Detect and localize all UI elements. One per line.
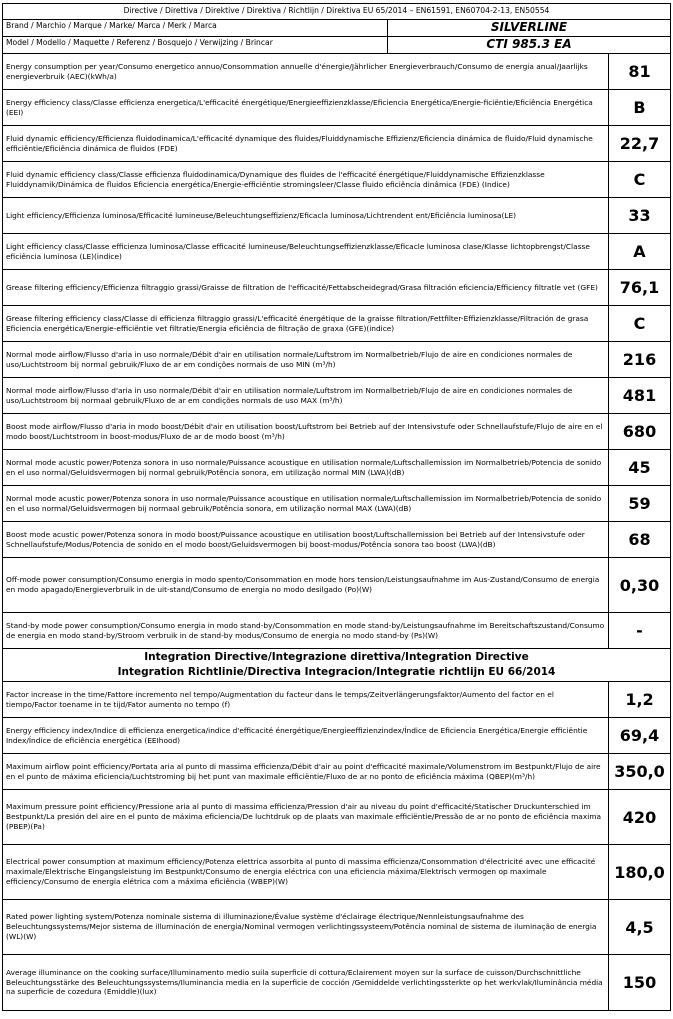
- row-label: Boost mode acustic power/Potenza sonora in modo boost/Puissance acoustique en utilisation boost/Luftschallemission bei Betrieb auf der Intensivstufe oder Schnellaufstufe/Modus/Potencia de sonido en el modo boost/Geluidsvermogen bij boost-modus/Potência sonora tao boost (LWA)(dB): [3, 522, 609, 557]
- row-value: 76,1: [619, 278, 660, 297]
- row-label: Energy consumption per year/Consumo energetico annuo/Consommation annuelle d'énergie/Jährlicher Energieverbrauch/Consumo de energia anual/Jaarlijks energieverbruik (AEC)(kWh/a): [3, 54, 609, 89]
- row-value: 150: [622, 973, 657, 992]
- model-row: [3, 37, 670, 54]
- table-row: [3, 162, 670, 198]
- table-row: [3, 486, 670, 522]
- row-label: Maximum pressure point efficiency/Pressione aria al punto di massima efficienza/Pression d'air au niveau du point d'efficacité/Statischer Druckunterschied im Bestpunkt/La presión del aire en el punto de máxima eficiencia/De luchtdruk op de plaats van maximale efficiëntie/Pressão de ar no ponto de eficiência maxima (PBEP)(Pa): [3, 790, 609, 844]
- row-value: 81: [628, 62, 651, 81]
- row-label: Energy efficiency index/Indice di efficienza energetica/indice d'efficacité énergétique/Energieeffizienzindex/Índice de Eficiencia Energética/Energie efficiëntie Index/Índice de eficiência energética (EEIhood): [3, 718, 609, 753]
- table-row: [3, 450, 670, 486]
- row-value: B: [633, 98, 646, 117]
- integration-directive-heading: [3, 649, 670, 682]
- table-row: [3, 126, 670, 162]
- row-value: 481: [622, 386, 657, 405]
- table-row: [3, 790, 670, 845]
- model-label: Model / Modello / Maquette / Referenz / Bosquejo / Verwijzing / Brincar: [3, 37, 388, 53]
- row-value: 420: [622, 807, 657, 827]
- row-label: Rated power lighting system/Potenza nominale sistema di illuminazione/Évalue système d'éclairage électrique/Nennleistungsaufnahme des Beleuchtungssystems/Mejor sistema de illuminación de energia/Nominal vermogen verlichtingssysteem/Potência nominal de sistema de iluminação de energia (WL)(W): [3, 900, 609, 954]
- model-value: CTI 985.3 EA: [486, 37, 572, 51]
- row-label: Electrical power consumption at maximum efficiency/Potenza elettrica assorbita al punto di massima efficienza/Consommation d'électricité avec une efficacité maximale/Elektrische Eingangsleistung im Bestpunkt/Consumo de energia eléctrica con una eficiencia máxima/Elektrisch vermogen op maximale efficiency/Consumo de energia elétrica com a máxima eficiência (WBEP)(W): [3, 845, 609, 899]
- row-value: 1,2: [625, 690, 654, 709]
- table-row: [3, 414, 670, 450]
- table-row: [3, 900, 670, 955]
- row-value: 59: [628, 494, 651, 513]
- table-row: [3, 682, 670, 718]
- row-label: Light efficiency class/Classe efficienza luminosa/Classe efficacité lumineuse/Beleuchtungseffizienzklasse/Eficacle luminosa clase/Klasse lichtopbrengst/Classe eficiência luminosa (LE)(indice): [3, 234, 609, 269]
- row-value: A: [633, 242, 646, 261]
- row-value: 33: [628, 206, 651, 225]
- table-row: [3, 845, 670, 900]
- table-row: [3, 613, 670, 649]
- row-label: Normal mode acustic power/Potenza sonora in uso normale/Puissance acoustique en utilisation normale/Luftschallemission im Normalbetrieb/Potencia de sonido en el uso normal/Geluidsvermogen bij normal gebruik/Potência sonora, em utilização normal MIN (LWA)(dB): [3, 450, 609, 485]
- row-value: 350,0: [614, 762, 665, 781]
- integration-rows: [3, 682, 670, 1010]
- brand-row: [3, 20, 670, 37]
- row-label: Fluid dynamic efficiency class/Classe efficienza fluidodinamica/Dynamique des fluides de l'efficacité énergétique/Fluiddynamische Effizienzklasse Fluiddynamik/Dinámica de fluidos Eficiencia energética/Energie-efficiëntie stromingsleer/Classe fluido eficiência dinâmica (FDE) (Indice): [3, 162, 609, 197]
- row-label: Normal mode airflow/Flusso d'aria in uso normale/Débit d'air en utilisation normale/Luftstrom im Normalbetrieb/Flujo de aire en condiciones normales de uso/Luchtstroom bij normaal gebruik/Fluxo de ar em condições normals de uso MAX (m³/h): [3, 378, 609, 413]
- table-row: [3, 306, 670, 342]
- row-value: 680: [622, 422, 657, 441]
- row-label: Stand-by mode power consumption/Consumo energia in modo stand-by/Consommation en mode stand-by/Leistungsaufnahme im Bereitschaftszustand/Consumo de energia en modo stand-by/Stroom verbruik in de stand-by modus/Consumo de energia no modo stand-by (Ps)(W): [3, 613, 609, 648]
- table-row: [3, 198, 670, 234]
- row-label: Normal mode acustic power/Potenza sonora in uso normale/Puissance acoustique en utilisation normale/Luftschallemission im Normalbetrieb/Potencia de sonido en el uso normal/Geluidsvermogen bij normaal gebruik/Potência sonora, em utilização normal MAX (LWA)(dB): [3, 486, 609, 521]
- table-row: [3, 54, 670, 90]
- row-value: C: [633, 170, 646, 189]
- row-label: Fluid dynamic efficiency/Efficienza fluidodinamica/L'efficacité dynamique des fluides/Fluiddynamische Effizienz/Eficiencia dinámica de fluido/Fluid dynamische efficiëntie/Eficiência dinámica de fluidos (FDE): [3, 126, 609, 161]
- row-label: Grease filtering efficiency class/Classe di efficienza filtraggio grassi/L'efficacité énergétique de la graisse filtration/Fettfilter-Effizienzklasse/Filtración de grasa Eficiencia energética/Energie-efficiëntie vet filtratie/Energia eficiência de filtração de graxa (GFE)(indice): [3, 306, 609, 341]
- table-row: [3, 234, 670, 270]
- directive-title: Directive / Direttiva / Direktive / Direktiva / Richtlijn / Direktiva EU 65/2014 – EN61591, EN60704-2-13, EN50554: [3, 4, 670, 20]
- row-value: 4,5: [625, 917, 654, 937]
- row-value: -: [636, 621, 643, 640]
- row-value: 45: [628, 458, 651, 477]
- row-value: 68: [628, 530, 651, 549]
- table-row: [3, 955, 670, 1010]
- row-value: 216: [622, 350, 657, 369]
- row-label: Boost mode airflow/Flusso d'aria in modo boost/Débit d'air en utilisation boost/Luftstrom bei Betrieb auf der Intensivstufe oder Schnellaufstufe/Flujo de aire en el modo boost/Luchtstroom in boost-modus/Fluxo de ar de modo boost (m³/h): [3, 414, 609, 449]
- row-label: Light efficiency/Efficienza luminosa/Efficacité lumineuse/Beleuchtungseffizienz/Eficacla luminosa/Lichtrendent ent/Eficiência luminosa(LE): [3, 198, 609, 233]
- table-row: [3, 270, 670, 306]
- energy-label-table: [2, 3, 671, 1011]
- section-heading-line1: Integration Directive/Integrazione direttiva/Integration Directive: [144, 651, 529, 663]
- table-row: [3, 718, 670, 754]
- row-value: 69,4: [619, 726, 660, 745]
- table-row: [3, 342, 670, 378]
- row-value: 180,0: [614, 862, 665, 882]
- brand-label: Brand / Marchio / Marque / Marke/ Marca / Merk / Marca: [3, 20, 388, 36]
- table-row: [3, 378, 670, 414]
- row-value: C: [633, 314, 646, 333]
- row-value: 22,7: [619, 134, 660, 153]
- table-row: [3, 754, 670, 790]
- row-value: 0,30: [619, 575, 660, 595]
- brand-value: SILVERLINE: [490, 20, 568, 34]
- table-row: [3, 558, 670, 613]
- row-label: Average illuminance on the cooking surface/Illuminamento medio suila superficie di cottura/Eclairement moyen sur la surface de cuisson/Durchschnittliche Beleuchtungsstärke des Beleuchtungssystems/Iluminancia media en la superficie de cocción /Gemiddelde verlichtingssterkte op het werkvlak/Iluminância média na superficie de cozedura (Emiddle)(lux): [3, 955, 609, 1010]
- table-row: [3, 522, 670, 558]
- row-label: Factor increase in the time/Fattore incremento nel tempo/Augmentation du facteur dans le temps/Zeitverlängerungsfaktor/Aumento del factor en el tiempo/Factor toename in te tijd/Fator aumento no tempo (f): [3, 682, 609, 717]
- row-label: Normal mode airflow/Flusso d'aria in uso normale/Débit d'air en utilisation normale/Luftstrom im Normalbetrieb/Flujo de aire en condiciones normales de uso/Luchtstroom bij normal gebruik/Fluxo de ar em condições normais de uso MIN (m³/h): [3, 342, 609, 377]
- table-row: [3, 90, 670, 126]
- row-label: Grease filtering efficiency/Efficienza filtraggio grassi/Graisse de filtration de l'efficacité/Fettabscheidegrad/Grasa filtración eficiencia/Efficiency filtratle vet (GFE): [3, 270, 609, 305]
- row-label: Maximum airflow point efficiency/Portata aria al punto di massima efficienza/Débit d'air au point d'efficacité maximale/Volumenstrom im Bestpunkt/Flujo de aire en el punto de máxima eficiencia/Luchtstroming bij het punt van maximale efficiëntie/Fluxo de ar no ponto de eficiência máxima (QBEP)(m³/h): [3, 754, 609, 789]
- row-label: Off-mode power consumption/Consumo energia in modo spento/Consommation en mode hors tension/Leistungsaufnahme im Aus-Zustand/Consumo de energia en modo apagado/Energieverbruik in de uit-stand/Consumo de energia no modo desilgado (Po)(W): [3, 558, 609, 612]
- energy-rows: [3, 54, 670, 649]
- section-heading-line2: Integration Richtlinie/Directiva Integracion/Integratie richtlijn EU 66/2014: [117, 666, 556, 679]
- row-label: Energy efficiency class/Classe efficienza energetica/L'efficacité énergétique/Energieeffizienzklasse/Eficiencia Energética/Energie-ficiëntie/Eficiência Energética (EEI): [3, 90, 609, 125]
